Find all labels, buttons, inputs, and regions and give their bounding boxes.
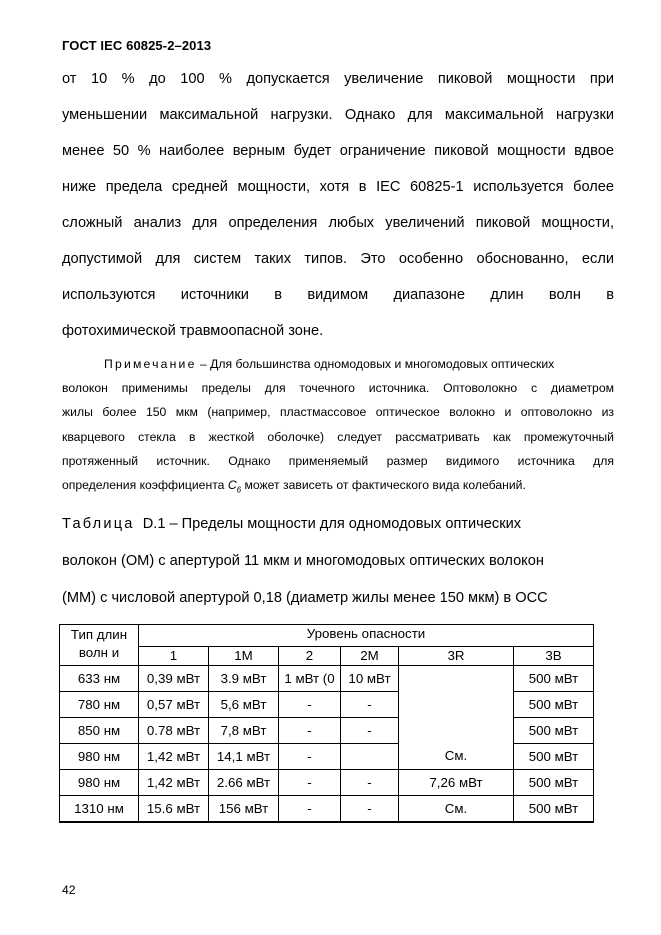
table-cell: 1,42 мВт — [139, 744, 209, 770]
table-cell: 500 мВт — [514, 718, 594, 744]
table-cell: 2.66 мВт — [209, 770, 279, 796]
note-text: может зависеть от фактического вида колебаний. — [244, 477, 526, 492]
table-cell: - — [279, 692, 341, 718]
table-cell: 5,6 мВт — [209, 692, 279, 718]
table-row — [60, 796, 594, 823]
note-last-line — [62, 473, 614, 497]
table-cell: - — [341, 770, 399, 796]
note-line: волокон применимы пределы для точечного источника. Оптоволокно с диаметром — [62, 381, 614, 396]
table-cell: - — [341, 692, 399, 718]
coefficient-symbol: $C_6$ — [227, 477, 242, 495]
document-header: ГОСТ IEC 60825-2–2013 — [62, 38, 212, 53]
body-paragraph — [62, 61, 614, 349]
table-cell: 500 мВт — [514, 744, 594, 770]
table-cell: 500 мВт — [514, 666, 594, 692]
table-cell: 980 нм — [60, 744, 139, 770]
caption-line: волокон (ОМ) с апертурой 11 мкм и многомодовых оптических волокон — [62, 553, 544, 569]
table-cell: 0.78 мВт — [139, 718, 209, 744]
table-cell: 1,42 мВт — [139, 770, 209, 796]
table-cell — [341, 744, 399, 770]
table-cell: 1310 нм — [60, 796, 139, 823]
table-cell: 500 мВт — [514, 770, 594, 796]
note-line: кварцевого стекла в жесткой оболочке) следует рассматривать как промежуточный — [62, 429, 614, 444]
level-header: 1 — [139, 646, 209, 665]
level-header: 3B — [514, 646, 594, 665]
table-cell: 7,8 мВт — [209, 718, 279, 744]
table-caption — [62, 506, 614, 617]
table-row — [60, 744, 594, 770]
table-cell: 0,57 мВт — [139, 692, 209, 718]
table-cell: 633 нм — [60, 666, 139, 692]
table-cell: 10 мВт — [341, 666, 399, 692]
table-cell: См. — [399, 796, 514, 823]
level-header: 2M — [341, 646, 399, 665]
note-text: – Для большинства одномодовых и многомодовых оптических — [199, 357, 555, 371]
table-cell: 780 нм — [60, 692, 139, 718]
paragraph-line: ниже предела средней мощности, хотя в IEC 60825-1 используется более — [62, 179, 614, 195]
paragraph-line: сложный анализ для определения любых увеличений пиковой мощности, — [62, 215, 614, 231]
power-limits-table — [59, 624, 594, 823]
paragraph-line: допустимой для систем таких типов. Это особенно обоснованно, если — [62, 251, 614, 267]
table-cell: 850 нм — [60, 718, 139, 744]
page-number: 42 — [62, 883, 76, 897]
table-cell: - — [341, 796, 399, 823]
caption-text: D.1 – Пределы мощности для одномодовых оптических — [142, 516, 522, 532]
caption-label: Таблица — [62, 516, 135, 532]
table-cell: - — [279, 770, 341, 796]
level-header: 1M — [209, 646, 279, 665]
level-header: 2 — [279, 646, 341, 665]
table-header-row — [60, 625, 594, 647]
caption-first-line — [62, 506, 614, 543]
table-cell: 980 нм — [60, 770, 139, 796]
note-label: Примечание — [104, 357, 197, 371]
table-cell: - — [341, 718, 399, 744]
table-cell: - — [279, 718, 341, 744]
table-cell: 500 мВт — [514, 796, 594, 823]
table-row — [60, 692, 594, 718]
table-cell: 1 мВт (0 — [279, 666, 341, 692]
table-row — [60, 770, 594, 796]
level-header: 3R — [399, 646, 514, 665]
note-block — [62, 352, 614, 497]
table-cell: 3.9 мВт — [209, 666, 279, 692]
table-cell: 7,26 мВт — [399, 770, 514, 796]
table-row — [60, 666, 594, 692]
paragraph-line: используются источники в видимом диапазоне длин волн в — [62, 287, 614, 303]
note-first-line — [62, 352, 614, 376]
header-cell: Уровень опасности — [139, 625, 594, 647]
table-cell: 14,1 мВт — [209, 744, 279, 770]
paragraph-line: фотохимической травмоопасной зоне. — [62, 323, 324, 339]
paragraph-line: от 10 % до 100 % допускается увеличение пиковой мощности при — [62, 71, 614, 87]
table-cell: 15.6 мВт — [139, 796, 209, 823]
paragraph-line: уменьшении максимальной нагрузки. Однако для максимальной нагрузки — [62, 107, 614, 123]
table-cell: 500 мВт — [514, 692, 594, 718]
table-cell: 156 мВт — [209, 796, 279, 823]
note-line: жилы более 150 мкм (например, пластмассовое оптическое волокно и оптоволокно из — [62, 405, 614, 420]
caption-line: (ММ) с числовой апертурой 0,18 (диаметр жилы менее 150 мкм) в ОСС — [62, 590, 548, 606]
table-cell: - — [279, 744, 341, 770]
table-cell: 0,39 мВт — [139, 666, 209, 692]
note-line: протяженный источник. Однако применяемый размер видимого источника для — [62, 453, 614, 468]
table-row — [60, 718, 594, 744]
note-text: определения коэффициента — [62, 477, 225, 492]
paragraph-line: менее 50 % наиболее верным будет ограничение пиковой мощности вдвое — [62, 143, 614, 159]
header-cell: Тип длин волн и — [60, 625, 139, 666]
table-cell: - — [279, 796, 341, 823]
table-header-row — [60, 646, 594, 665]
table-cell: См. — [399, 666, 514, 770]
